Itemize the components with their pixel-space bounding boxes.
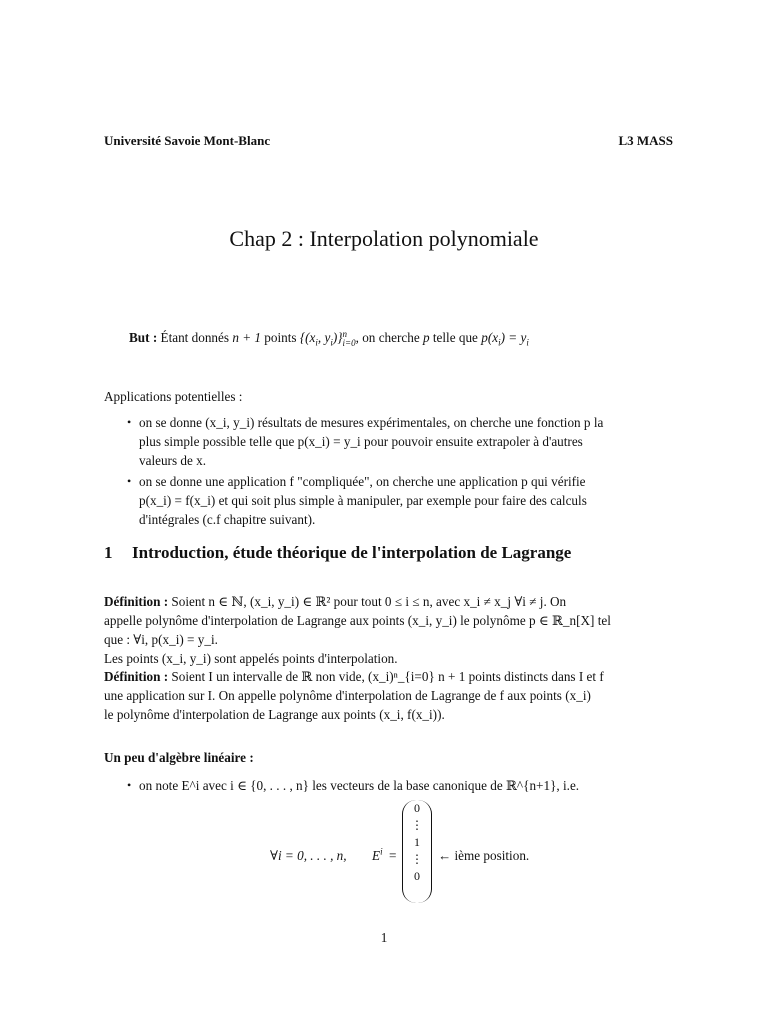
position-annotation: ← ième position. [438,848,530,863]
section-title: Introduction, étude théorique de l'interpolation de Lagrange [132,543,572,562]
header-institution: Université Savoie Mont-Blanc [104,133,271,148]
canonical-vector [402,800,432,903]
bullet-icon: • [127,415,132,429]
formula-quantifier: ∀i = 0, . . . , n, [270,848,347,863]
algebra-item: on note E^i avec i ∈ {0, . . . , n} les vecteurs de la base canonique de ℝ^{n+1}, i.e. [139,778,580,793]
page-number: 1 [380,930,388,945]
application-item-1: on se donne (x_i, y_i) résultats de mesures expérimentales, on cherche une fonction p la plus simple possible telle que p(x_i) = y_i pour pouvoir ensuite extrapoler à d'autres valeurs de x. [139,415,604,468]
definition-label: Définition : [104,594,169,609]
formula-equals: = [389,848,397,863]
goal-statement: But : Étant donnés n + 1 points {($x_i$, $y_i$)} n i=0 , on cherche p telle que $p(x_i) = y_i$ [129,328,529,348]
section-number: 1 [104,543,113,562]
formula-vector-name: $E^i$ [372,846,383,863]
definition-label: Définition : [104,669,169,684]
chapter-title: Chap 2 : Interpolation polynomiale [229,226,539,251]
bullet-icon: • [127,474,132,488]
vector-entry: 1 [414,835,420,849]
vector-entry: ⋮ [411,852,423,866]
bullet-icon: • [127,778,132,792]
algebra-heading: Un peu d'algèbre linéaire : [104,750,254,765]
definition-1: Définition : Soient n ∈ ℕ, (x_i, y_i) ∈ ℝ² pour tout 0 ≤ i ≤ n, avec x_i ≠ x_j ∀i ≠ j. On appelle polynôme d'interpolation de Lagrange aux points (x_i, y_i) le polynôme p ∈ ℝ_n[X] tel que : ∀i, p(x_i) = y_i. Les points (x_i, y_i) sont appelés points d'interpolation. [104,594,611,666]
vector-entry: ⋮ [411,818,423,832]
applications-heading: Applications potentielles : [104,389,243,404]
header-course: L3 MASS [618,133,673,148]
vector-entry: 0 [414,869,420,883]
application-item-2: on se donne une application f "compliquée", on cherche une application p qui vérifie p(x_i) = f(x_i) et qui soit plus simple à manipuler, par exemple pour faire des calculs d'intégrales (c.f chapitre suivant). [139,474,587,527]
vector-entry: 0 [414,801,420,815]
definition-2: Définition : Soient I un intervalle de ℝ non vide, (x_i)ⁿ_{i=0} n + 1 points distincts dans I et f une application sur I. On appelle polynôme d'interpolation de Lagrange de f aux points (x_i) le polynôme d'interpolation de Lagrange aux points (x_i, f(x_i)). [104,669,604,722]
goal-label: But : [129,330,158,345]
